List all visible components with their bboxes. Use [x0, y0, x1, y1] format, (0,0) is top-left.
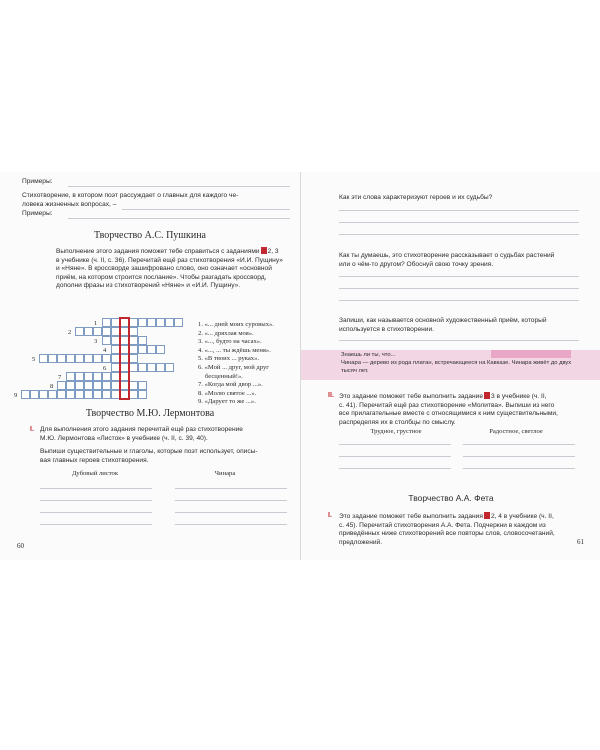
answer-line[interactable] [122, 209, 290, 210]
clue: 6. «Мой ... друг, мой друг [198, 363, 269, 371]
crossword-cell[interactable] [84, 327, 93, 336]
clue: 5. «В твоих ... руках». [198, 355, 260, 363]
crossword-cell[interactable] [129, 318, 138, 327]
crossword-cell[interactable] [102, 327, 111, 336]
page-number: 61 [577, 538, 584, 546]
crossword-number: 6 [103, 365, 107, 372]
crossword-cell[interactable] [66, 390, 75, 399]
question-line: Как ты думаешь, это стихотворение рассказывает о судьбах растений [339, 252, 555, 259]
answer-line[interactable] [463, 468, 575, 469]
task-line: вая главных героев стихотворения. [40, 456, 149, 464]
crossword-cell[interactable] [102, 318, 111, 327]
crossword-clues [198, 321, 296, 407]
crossword-cell[interactable] [57, 354, 66, 363]
crossword-cell[interactable] [102, 354, 111, 363]
column-head-chinara: Чинара [214, 470, 236, 477]
crossword-cell[interactable] [129, 381, 138, 390]
task-ref: 3 [491, 393, 495, 400]
clue: 3. «..., будто на часах». [198, 338, 262, 346]
answer-line[interactable] [339, 276, 579, 277]
task-line: с. 45). Перечитай стихотворения А.А. Фета. Подчеркни в каждом из [339, 521, 546, 529]
answer-line[interactable] [339, 222, 579, 223]
crossword-cell[interactable] [30, 390, 39, 399]
task-line: с. 41). Перечитай ещё раз стихотворение «Молитва». Выпиши из него [339, 401, 555, 409]
crossword-cell[interactable] [75, 354, 84, 363]
crossword-cell[interactable] [165, 318, 174, 327]
question-characters: Как эти слова характеризуют героев и их судьбы? [339, 194, 493, 201]
task-lermontov-text [40, 426, 292, 443]
crossword-cell[interactable] [39, 390, 48, 399]
crossword-keyword-column [119, 317, 130, 400]
section-title-lermontov: Творчество М.Ю. Лермонтова [85, 408, 215, 419]
crossword-cell[interactable] [147, 345, 156, 354]
task-line: и «Няне». В кроссворде зашифровано слово, оно означает «основной [56, 265, 272, 273]
task-line: распределяя их в столбцы по смыслу. [339, 418, 456, 426]
answer-line[interactable] [40, 488, 152, 489]
task-line: Это задание поможет тебе выполнить задания [339, 513, 483, 520]
crossword-cell[interactable] [102, 336, 111, 345]
examples-label: Примеры: [22, 178, 53, 185]
bookmark-icon [261, 247, 267, 254]
answer-line[interactable] [339, 210, 579, 211]
task-line: Это задание поможет тебе выполнить задание [339, 393, 484, 400]
examples-label-2: Примеры: [22, 210, 53, 217]
crossword-cell[interactable] [147, 363, 156, 372]
crossword-cell[interactable] [57, 390, 66, 399]
task-line: в учебнике (ч. II, с. 36). Перечитай ещё раз стихотворения «И.И. Пущину» [56, 256, 283, 264]
task-line: Выполнение этого задания поможет тебе справиться с заданиями [56, 248, 260, 255]
task-line: все прилагательные вместе с относящимися к ним существительными, [339, 410, 558, 418]
crossword-number: 5 [32, 356, 36, 363]
crossword-cell[interactable] [138, 363, 147, 372]
crossword-cell[interactable] [138, 390, 147, 399]
column-head-joyful: Радостное, светлое [489, 428, 543, 435]
task-line: дополни фразы из стихотворений «Няне» и «И.И. Пущину». [56, 282, 241, 290]
crossword-cell[interactable] [129, 327, 138, 336]
bookmark-icon [484, 512, 490, 519]
crossword-cell[interactable] [57, 381, 66, 390]
question-line: используется в стихотворении. [339, 325, 434, 333]
did-you-know-text [341, 360, 596, 375]
crossword-cell[interactable] [102, 372, 111, 381]
crossword-cell[interactable] [66, 372, 75, 381]
page-number: 60 [17, 542, 24, 550]
question-line: Запиши, как называется основной художественный приём, который [339, 317, 547, 324]
task-line: Для выполнения этого задания перечитай ещё раз стихотворение [40, 426, 243, 433]
answer-line[interactable] [463, 456, 575, 457]
task-roman-numeral: II. [328, 392, 334, 399]
task-line: Выпиши существительные и глаголы, которые поэт использует, описы- [40, 448, 258, 455]
task-fet-text [339, 512, 594, 547]
answer-line[interactable] [68, 218, 290, 219]
answer-line[interactable] [175, 524, 287, 525]
crossword-cell[interactable] [138, 345, 147, 354]
clue: 7. «Когда мой двор ...». [198, 381, 263, 389]
answer-line[interactable] [68, 186, 290, 187]
answer-line[interactable] [175, 500, 287, 501]
definition-line-1: Стихотворение, в котором поэт рассуждает о главных для каждого че- [22, 192, 239, 199]
task-line: 2, 4 в учебнике (ч. II, [490, 513, 554, 520]
task-line: в учебнике (ч. II, [496, 393, 547, 400]
task-roman-numeral: I. [30, 426, 34, 433]
crossword-cell[interactable] [75, 390, 84, 399]
crossword-number: 4 [103, 347, 107, 354]
crossword-cell[interactable] [129, 345, 138, 354]
crossword-number: 3 [94, 338, 98, 345]
crossword-cell[interactable] [129, 336, 138, 345]
question-opinion [339, 252, 589, 269]
task-line: предложений. [339, 538, 383, 546]
task-line: приём, на котором строится послание». Чтобы разгадать кроссворд, [56, 273, 267, 281]
crossword-cell[interactable] [93, 390, 102, 399]
question-device [339, 317, 589, 334]
book-spread [0, 172, 600, 560]
crossword-cell[interactable] [84, 354, 93, 363]
crossword-cell[interactable] [138, 381, 147, 390]
crossword-cell[interactable] [66, 354, 75, 363]
crossword-cell[interactable] [66, 381, 75, 390]
left-page [0, 172, 300, 560]
task-roman-numeral: I. [328, 512, 332, 519]
clue: 2. «... дряхлая моя». [198, 329, 254, 337]
crossword-cell[interactable] [138, 318, 147, 327]
crossword-cell[interactable] [174, 318, 183, 327]
answer-line[interactable] [339, 456, 451, 457]
crossword-number: 7 [58, 374, 62, 381]
crossword-cell[interactable] [84, 372, 93, 381]
crossword-cell[interactable] [84, 390, 93, 399]
crossword-number: 1 [94, 320, 98, 327]
answer-line[interactable] [339, 468, 451, 469]
did-you-know-tab [491, 350, 571, 358]
column-head-oak-leaf: Дубовый листок [71, 470, 119, 477]
clue: 4. «..., ... ты ждёшь меня». [198, 346, 271, 354]
clue: 1. «... дней моих суровых». [198, 321, 274, 328]
task-line: М.Ю. Лермонтова «Листок» в учебнике (ч. II, с. 39, 40). [40, 434, 208, 442]
crossword-number: 9 [14, 392, 18, 399]
answer-line[interactable] [40, 524, 152, 525]
answer-line[interactable] [339, 444, 451, 445]
crossword-cell[interactable] [84, 381, 93, 390]
answer-line[interactable] [339, 340, 579, 341]
clue: 8. «Молю святое ...». [198, 389, 257, 397]
crossword-cell[interactable] [39, 354, 48, 363]
column-head-sad: Трудное, грустное [370, 428, 422, 435]
crossword-cell[interactable] [129, 363, 138, 372]
task-lermontov-instruction [40, 448, 292, 465]
answer-line[interactable] [175, 488, 287, 489]
crossword-number: 2 [68, 329, 72, 336]
crossword-cell[interactable] [21, 390, 30, 399]
crossword-cell[interactable] [93, 354, 102, 363]
crossword-cell[interactable] [75, 381, 84, 390]
did-you-know-title: Знаешь ли ты, что... [341, 352, 396, 358]
crossword-cell[interactable] [48, 390, 57, 399]
answer-line[interactable] [40, 512, 152, 513]
answer-line[interactable] [175, 512, 287, 513]
answer-line[interactable] [339, 300, 579, 301]
crossword-cell[interactable] [93, 372, 102, 381]
clue: бесценный!». [205, 372, 243, 380]
answer-line[interactable] [339, 234, 579, 235]
answer-line[interactable] [339, 288, 579, 289]
right-page [300, 172, 600, 560]
task-roman [30, 426, 34, 435]
crossword-cell[interactable] [129, 390, 138, 399]
crossword-cell[interactable] [48, 354, 57, 363]
crossword-cell[interactable] [156, 363, 165, 372]
answer-line[interactable] [463, 444, 575, 445]
clue: 9. «Дарует то же ...». [198, 398, 256, 406]
question-line: или о чём-то другом? Обоснуй свою точку зрения. [339, 260, 494, 268]
crossword-cell[interactable] [147, 318, 156, 327]
crossword-cell[interactable] [129, 354, 138, 363]
task-line: приведённых ниже стихотворений все повторы слов, словосочетаний, [339, 530, 555, 538]
crossword-cell[interactable] [75, 372, 84, 381]
task-roman [328, 512, 332, 521]
section-title-fet: Творчество А.А. Фета [408, 493, 494, 503]
crossword-cell[interactable] [138, 336, 147, 345]
fact-line: Чинара — дерево из рода платан, встречающееся на Кавказе. Чинара живёт до двух [341, 360, 572, 366]
crossword-cell[interactable] [156, 318, 165, 327]
definition-line-2: ловека жизненных вопросах, – [22, 201, 117, 208]
crossword-cell[interactable] [93, 327, 102, 336]
task-pushkin-text [56, 247, 292, 291]
crossword-number: 8 [50, 383, 54, 390]
crossword-cell[interactable] [93, 381, 102, 390]
bookmark-icon [484, 392, 490, 399]
crossword-cell[interactable] [102, 381, 111, 390]
fact-line: тысяч лет. [341, 367, 369, 374]
task-refs: 2, 3 [267, 248, 279, 255]
crossword-cell[interactable] [156, 345, 165, 354]
crossword-cell[interactable] [102, 390, 111, 399]
task-prayer-text [339, 392, 594, 427]
task-roman [328, 392, 334, 401]
answer-line[interactable] [40, 500, 152, 501]
crossword-cell[interactable] [165, 363, 174, 372]
section-title-pushkin: Творчество А.С. Пушкина [93, 230, 206, 241]
crossword-cell[interactable] [75, 327, 84, 336]
